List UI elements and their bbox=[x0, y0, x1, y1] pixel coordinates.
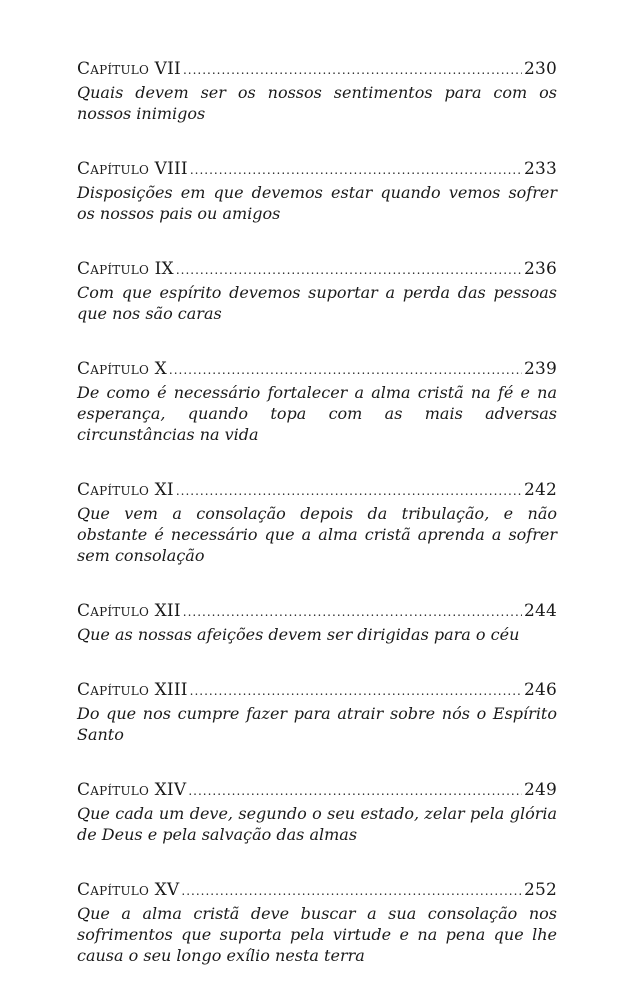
page-number: 252 bbox=[523, 880, 557, 900]
table-of-contents bbox=[77, 58, 557, 1000]
dot-leader bbox=[181, 880, 522, 903]
dot-leader bbox=[190, 159, 522, 182]
page-number: 249 bbox=[523, 780, 557, 800]
toc-entry bbox=[77, 358, 557, 445]
page-number: 236 bbox=[523, 259, 557, 279]
chapter-description: Com que espírito devemos suportar a perda das pessoas que nos são caras bbox=[77, 283, 557, 323]
chapter-label: Capítulo X bbox=[77, 359, 167, 379]
toc-heading-line bbox=[77, 779, 557, 803]
toc-entry bbox=[77, 479, 557, 566]
page-number: 242 bbox=[523, 480, 557, 500]
toc-heading-line bbox=[77, 600, 557, 624]
toc-heading-line bbox=[77, 879, 557, 903]
toc-entry bbox=[77, 679, 557, 745]
chapter-description: De como é necessário fortalecer a alma cristã na fé e na esperança, quando topa com as mais adversas circunstâncias na vida bbox=[77, 383, 557, 444]
dot-leader bbox=[176, 480, 522, 503]
chapter-description: Que a alma cristã deve buscar a sua consolação nos sofrimentos que suporta pela virtude e na pena que lhe causa o seu longo exílio nesta terra bbox=[77, 904, 557, 965]
chapter-description: Quais devem ser os nossos sentimentos para com os nossos inimigos bbox=[77, 83, 557, 123]
toc-entry bbox=[77, 58, 557, 124]
dot-leader bbox=[176, 259, 522, 282]
toc-heading-line bbox=[77, 679, 557, 703]
dot-leader bbox=[169, 359, 522, 382]
page-number: 244 bbox=[523, 601, 557, 621]
toc-heading-line bbox=[77, 479, 557, 503]
chapter-label: Capítulo IX bbox=[77, 259, 174, 279]
toc-heading-line bbox=[77, 258, 557, 282]
toc-entry bbox=[77, 258, 557, 324]
toc-heading-line bbox=[77, 58, 557, 82]
chapter-label: Capítulo XIV bbox=[77, 780, 187, 800]
page-number: 246 bbox=[523, 680, 557, 700]
toc-heading-line bbox=[77, 358, 557, 382]
toc-heading-line bbox=[77, 158, 557, 182]
chapter-label: Capítulo XIII bbox=[77, 680, 188, 700]
toc-entry bbox=[77, 779, 557, 845]
page-number: 230 bbox=[523, 59, 557, 79]
dot-leader bbox=[190, 680, 522, 703]
toc-entry bbox=[77, 158, 557, 224]
chapter-label: Capítulo XII bbox=[77, 601, 181, 621]
chapter-description: Do que nos cumpre fazer para atrair sobre nós o Espírito Santo bbox=[77, 704, 557, 744]
chapter-label: Capítulo XV bbox=[77, 880, 180, 900]
page-number: 233 bbox=[523, 159, 557, 179]
chapter-label: Capítulo VII bbox=[77, 59, 181, 79]
dot-leader bbox=[183, 601, 522, 624]
chapter-label: Capítulo XI bbox=[77, 480, 174, 500]
chapter-description: Que cada um deve, segundo o seu estado, zelar pela glória de Deus e pela salvação das almas bbox=[77, 804, 557, 844]
dot-leader bbox=[183, 59, 522, 82]
chapter-description: Disposições em que devemos estar quando vemos sofrer os nossos pais ou amigos bbox=[77, 183, 557, 223]
page-number: 239 bbox=[523, 359, 557, 379]
dot-leader bbox=[188, 780, 522, 803]
chapter-description: Que vem a consolação depois da tribulação, e não obstante é necessário que a alma cristã aprenda a sofrer sem consolação bbox=[77, 504, 557, 565]
toc-entry bbox=[77, 879, 557, 966]
chapter-description: Que as nossas afeições devem ser dirigidas para o céu bbox=[77, 625, 520, 644]
toc-entry bbox=[77, 600, 557, 645]
chapter-label: Capítulo VIII bbox=[77, 159, 188, 179]
